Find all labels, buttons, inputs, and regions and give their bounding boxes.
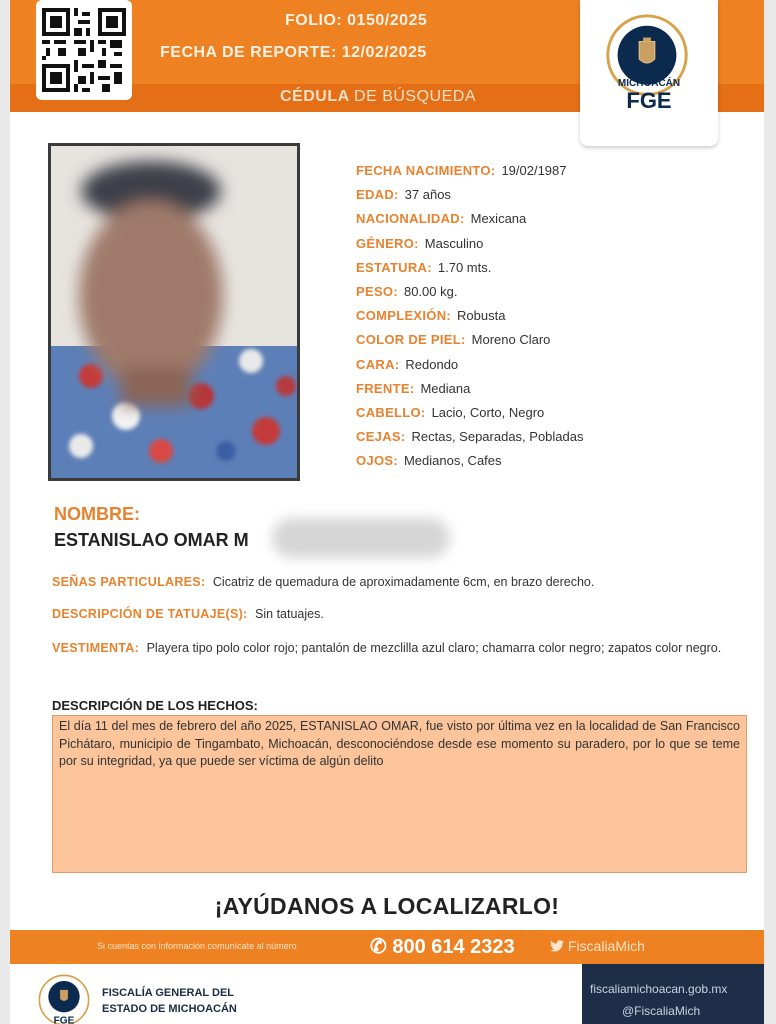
detail-value: Medianos, Cafes — [403, 453, 502, 469]
name-redaction — [272, 518, 450, 558]
twitter-link[interactable] — [550, 938, 645, 954]
detail-row — [356, 211, 526, 226]
blurred-photo-icon — [51, 146, 297, 478]
tattoos-value: Sin tatuajes. — [255, 607, 324, 621]
org-name-line1: FISCALÍA GENERAL DEL — [102, 987, 235, 999]
detail-row — [356, 332, 550, 347]
detail-value: 19/02/1987 — [501, 163, 567, 178]
detail-value: Mexicana — [470, 211, 527, 227]
detail-label: FRENTE: — [356, 380, 415, 396]
hotline-number: 800 614 2323 — [392, 936, 515, 958]
tattoos-label: DESCRIPCIÓN DE TATUAJE(S): — [52, 607, 248, 621]
detail-value: Masculino — [424, 235, 484, 251]
detail-row — [356, 405, 544, 420]
detail-label: ESTATURA: — [356, 259, 432, 275]
website-link[interactable]: fiscaliamichoacan.gob.mx — [590, 982, 728, 996]
name-label: NOMBRE: — [54, 504, 140, 524]
detail-value: Lacio, Corto, Negro — [431, 405, 545, 420]
events-label: DESCRIPCIÓN DE LOS HECHOS: — [52, 698, 258, 713]
clothing — [52, 640, 742, 657]
detail-label: CABELLO: — [356, 405, 426, 420]
events-description: El día 11 del mes de febrero del año 2025, ESTANISLAO OMAR, fue visto por última vez en la localidad de San Francisco Pichátaro, municipio de Tingambato, Michoacán, desconociéndose desde ese momento su paradero, por lo que se teme por su integridad, ya que puede ser víctima de algún delito — [52, 715, 747, 873]
fge-state-label: MICHOACÁN — [617, 78, 681, 89]
detail-label: PESO: — [356, 284, 398, 299]
tattoos — [52, 606, 324, 623]
distinguishing-marks-value: Cicatriz de quemadura de aproximadamente 6cm, en brazo derecho. — [212, 575, 595, 589]
detail-label: COLOR DE PIEL: — [356, 332, 466, 348]
document-title-bold: CÉDULA — [280, 88, 350, 105]
fge-logo — [580, 0, 718, 146]
detail-label: OJOS: — [356, 453, 398, 469]
distinguishing-marks-label: SEÑAS PARTICULARES: — [52, 575, 206, 589]
detail-row — [356, 236, 483, 251]
detail-value: Moreno Claro — [471, 332, 551, 348]
detail-row — [356, 163, 567, 178]
detail-value: 80.00 kg. — [403, 284, 458, 299]
twitter-handle: FiscaliaMich — [567, 938, 645, 954]
detail-label: GÉNERO: — [356, 235, 419, 251]
detail-value: Redondo — [405, 356, 459, 372]
name-value: ESTANISLAO OMAR M — [54, 530, 249, 550]
detail-row — [356, 187, 451, 202]
document-title-rest: DE BÚSQUEDA — [354, 88, 476, 105]
detail-value: 37 años — [404, 187, 451, 203]
hotline-link[interactable] — [370, 934, 515, 959]
document-title — [280, 88, 476, 106]
fge-footer-logo-icon — [36, 972, 92, 1024]
detail-label: FECHA NACIMIENTO: — [356, 163, 496, 178]
detail-label: CEJAS: — [356, 429, 406, 445]
detail-row — [356, 381, 470, 396]
report-date: FECHA DE REPORTE: 12/02/2025 — [160, 44, 427, 61]
detail-label: COMPLEXIÓN: — [356, 308, 452, 324]
org-name-line2: ESTADO DE MICHOACÁN — [102, 1003, 237, 1015]
detail-value: 1.70 mts. — [437, 259, 492, 275]
detail-value: Mediana — [420, 380, 471, 396]
detail-row — [356, 453, 502, 468]
twitter-icon — [550, 940, 564, 952]
fge-footer-logo-text: FGE — [53, 1015, 75, 1024]
qr-code-icon — [42, 8, 126, 92]
fge-acronym: FGE — [626, 88, 672, 113]
clothing-value: Playera tipo polo color rojo; pantalón de mezclilla azul claro; chamarra color negro; zapatos color negro. — [146, 641, 722, 655]
distinguishing-marks — [52, 574, 594, 591]
detail-value: Rectas, Separadas, Pobladas — [411, 429, 584, 445]
detail-row — [356, 357, 458, 372]
social-panel — [582, 964, 764, 1024]
search-notice — [10, 0, 764, 1024]
detail-row — [356, 284, 457, 299]
phone-icon: ✆ — [370, 936, 387, 958]
detail-row — [356, 308, 505, 323]
folio-number: FOLIO: 0150/2025 — [285, 12, 428, 29]
detail-value: Robusta — [457, 308, 506, 324]
clothing-label: VESTIMENTA: — [52, 641, 140, 655]
social-handle-link[interactable]: @FiscaliaMich — [622, 1004, 701, 1018]
detail-label: NACIONALIDAD: — [356, 211, 465, 227]
contact-info-text: Si cuentas con información comunícate al número — [97, 941, 297, 951]
qr-code[interactable] — [36, 0, 132, 100]
detail-label: EDAD: — [356, 187, 399, 203]
detail-row — [356, 260, 491, 275]
call-to-action: ¡AYÚDANOS A LOCALIZARLO! — [214, 893, 560, 919]
missing-person-photo — [48, 143, 300, 481]
detail-row — [356, 429, 583, 444]
detail-label: CARA: — [356, 356, 400, 372]
